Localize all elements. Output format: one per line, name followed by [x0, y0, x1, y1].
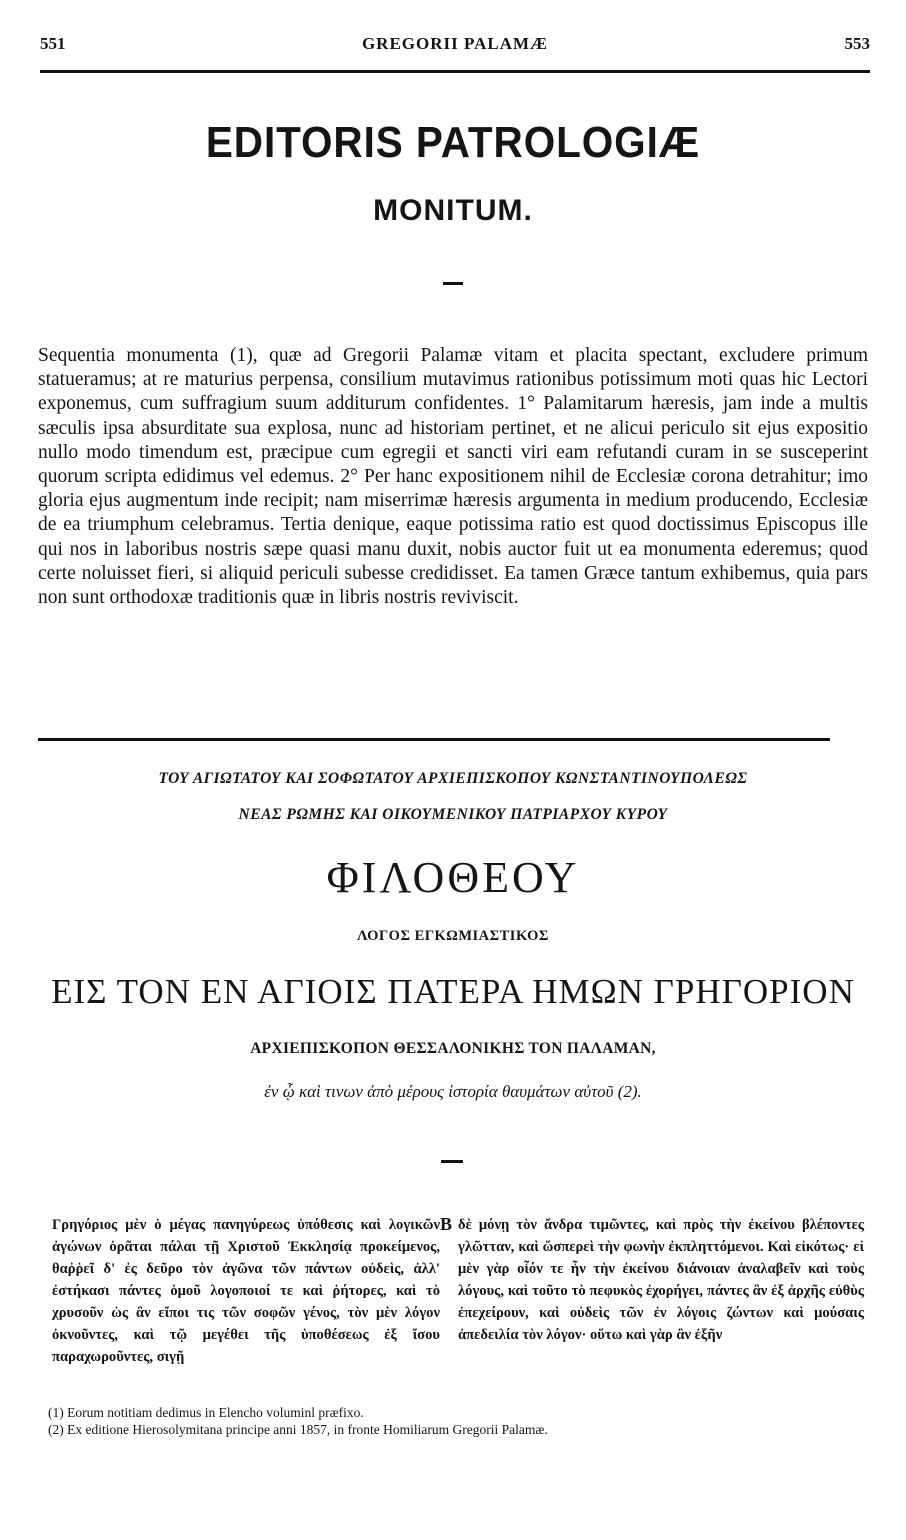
running-title: GREGORII PALAMÆ	[361, 34, 549, 53]
greek-column-left: Γρηγόριος μὲν ὁ μέγας πανηγύρεως ὑπόθεσις καὶ λογικῶν ἀγώνων ὁρᾶται πάλαι τῇ Χριστοῦ Ἐκκλησίᾳ προκείμενος, θαῤῥεῖ δ' ἐς δεῦρο τὸν ἀγῶνα τῶν πάντων οὐδεὶς, ἀλλ' ἐστήκασι πάντες ὁμοῦ λογοποιοί τε καὶ ῥήτορες, καὶ τὸ χρυσοῦν ὡς ἂν εἴποι τις τῶν σοφῶν γένος, τὸν μὲν λόγον ὀκνοῦντες, καὶ τῷ μεγέθει τῆς ὑποθέσεως ἐξ ἴσου παραχωροῦντες, σιγῇ	[52, 1217, 440, 1365]
greek-archiepiskopon: ΑΡΧΙΕΠΙΣΚΟΠΟΝ ΘΕΣΣΑΛΟΝΙΚΗΣ ΤΟΝ ΠΑΛΑΜΑΝ,	[250, 1040, 656, 1057]
greek-subtitle-italic: ἐν ᾧ καὶ τινων ἀπὸ μέρους ἱστορία θαυμάτων αὐτοῦ (2).	[264, 1082, 642, 1101]
page-number-left: 551	[40, 34, 66, 53]
footnote-2: (2) Ex editione Hierosolymitana principe anni 1857, in fronte Homiliarum Gregorii Palamæ.	[48, 1422, 548, 1437]
greek-main-heading: ΕΙΣ ΤΟΝ ΕΝ ΑΓΙΟΙΣ ΠΑΤΕΡΑ ΗΜΩΝ ΓΡΗΓΟΡΙΟΝ	[51, 972, 855, 1011]
monitum-subtitle: MONITUM.	[373, 194, 533, 227]
running-head	[40, 34, 870, 58]
section-separator	[38, 738, 830, 741]
greek-dash	[441, 1160, 463, 1163]
greek-logos-title: ΛΟΓΟΣ ΕΓΚΩΜΙΑΣΤΙΚΟΣ	[357, 928, 549, 944]
page-number-right: 553	[844, 34, 870, 53]
header-rule	[40, 70, 870, 73]
footnote-1: (1) Eorum notitiam dedimus in Elencho voluminl præfixo.	[48, 1405, 364, 1420]
greek-heading-line2: ΝΕΑΣ ΡΩΜΗΣ ΚΑΙ ΟΙΚΟΥΜΕΝΙΚΟΥ ΠΑΤΡΙΑΡΧΟΥ ΚΥΡΟΥ	[238, 806, 668, 823]
greek-column-right: δὲ μόνῃ τὸν ἄνδρα τιμῶντες, καὶ πρὸς τὴν ἐκείνου βλέποντες γλῶτταν, καὶ ὥσπερεὶ τὴν φωνὴν ἐκπληττόμενοι. Καὶ εἰκότως· εἰ μὲν γὰρ οἷόν τε ἦν τὴν ἐκείνου διάνοιαν ἀναλαβεῖν καὶ τοὺς λόγους, καὶ τοῦτο τὸ πεφυκὸς ἐχορήγει, πάντες ἂν ἐξ ἀρχῆς εὐθὺς ἐπεχείρουν, καὶ οὐδεὶς τῶν ἐν λόγοις ζώντων καὶ μούσαις ἀπεδειλία τὸν λόγον· οὕτω καὶ γὰρ ἂν ἐξῆν	[458, 1217, 864, 1343]
title-dash	[443, 282, 463, 285]
monitum-body: Sequentia monumenta (1), quæ ad Gregorii Palamæ vitam et placita spectant, excludere primum statueramus; at re maturius perpensa, consilium mutavimus rationibus potissimum moti quas hic Lectori exponemus, cum suffragium suum additurum confidentes. 1° Palamitarum hæresis, jam inde a multis sæculis ipsa absurditate sua explosa, nunc ad historiam pertinet, et ne alicui periculo sit ejus expositio nullo modo timendum est, præcipue cum egregii et sancti viri eam refutandi curam in se susceperint quorum scripta edidimus vel edemus. 2° Per hanc expositionem nihil de Ecclesiæ corona detrahitur; imo gloria ejus augmentum inde recipit; nam miserrimæ hæresis argumenta in medium producendo, Ecclesiæ de ea triumphum celebramus. Tertia denique, eaque potissima ratio est quod doctissimus Episcopus ille qui nos in laboribus nostris sæpe quasi manu duxit, nobis auctor fuit ut ea monumenta ederemus; quod certe noluisset fieri, si aliquid periculi subesse credidisset. Ea tamen Græce tantum exhibemus, quia pars non sunt orthodoxæ traditionis quæ in libris nostris reviviscit.	[38, 345, 868, 609]
greek-author-name: ΦΙΛΟΘΕΟΥ	[326, 853, 580, 902]
footnotes	[48, 1404, 868, 1438]
greek-heading-line1: ΤΟΥ ΑΓΙΩΤΑΤΟΥ ΚΑΙ ΣΟΦΩΤΑΤΟΥ ΑΡΧΙΕΠΙΣΚΟΠΟΥ ΚΩΝΣΤΑΝΤΙΝΟΥΠΟΛΕΩΣ	[158, 770, 748, 787]
column-marker: B	[440, 1214, 453, 1234]
monitum-title: EDITORIS PATROLOGIÆ	[205, 118, 701, 167]
